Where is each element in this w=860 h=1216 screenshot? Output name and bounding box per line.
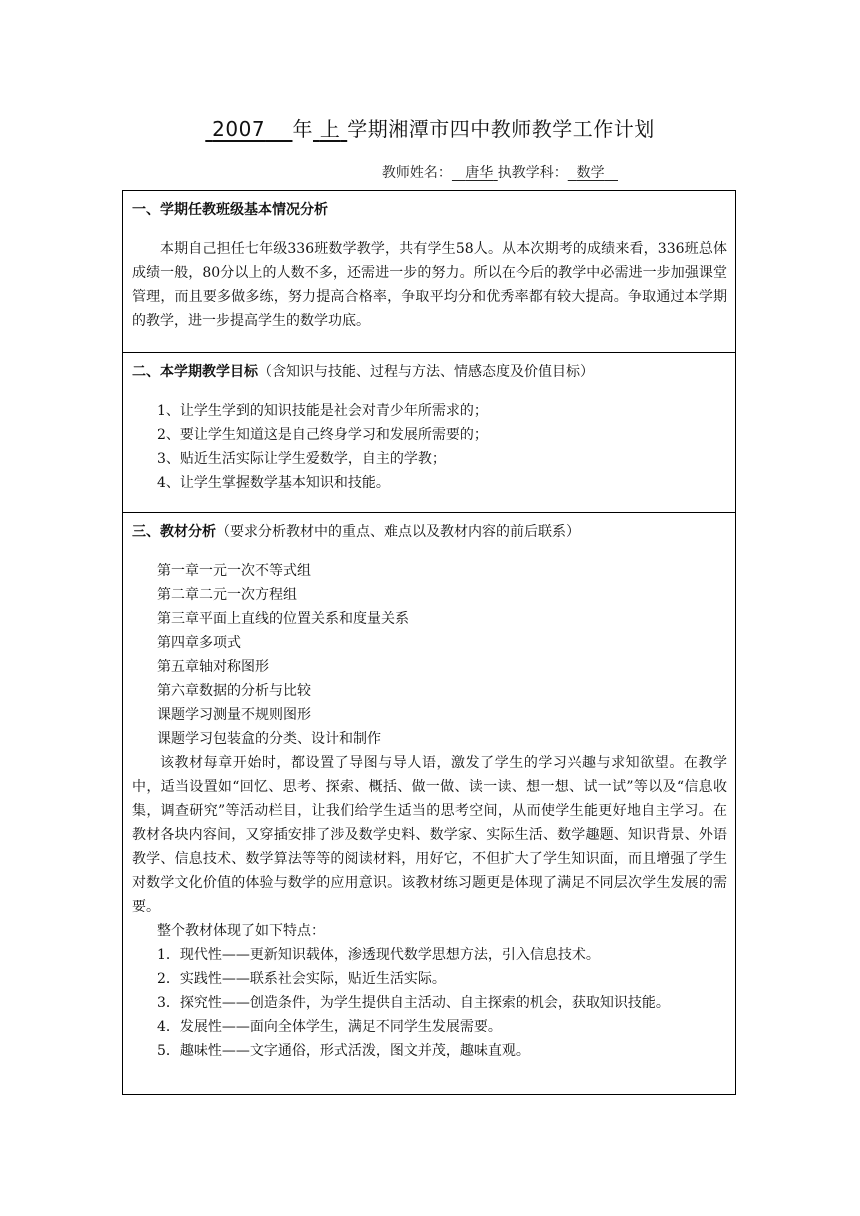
chapter-item: 第三章平面上直线的位置关系和度量关系 [157, 611, 409, 627]
features-intro: 整个教材体现了如下特点： [157, 923, 325, 939]
section-heading: 一、学期任教班级基本情况分析 [132, 202, 328, 218]
chapter-item: 第二章二元一次方程组 [157, 587, 297, 603]
subject-name: 数学 [576, 165, 605, 181]
chapter-item: 课题学习测量不规则图形 [157, 707, 311, 723]
title-term: 上 [319, 117, 341, 141]
goal-item: 1、让学生学到的知识技能是社会对青少年所需求的； [157, 403, 488, 419]
teacher-name-label: 教师姓名： [381, 165, 452, 181]
goal-item: 3、贴近生活实际让学生爱数学，自主的学教； [157, 451, 446, 467]
chapter-item: 第六章数据的分析与比较 [157, 683, 311, 699]
teacher-name: 唐华 [465, 165, 494, 181]
feature-item: 4．发展性——面向全体学生，满足不同学生发展需要。 [157, 1019, 502, 1035]
goal-item: 2、要让学生知道这是自己终身学习和发展所需要的； [157, 427, 488, 443]
class-analysis-text: 本期自己担任七年级336班数学教学，共有学生58人。从本次期考的成绩来看，336班总体成绩一般，80分以上的人数不多，还需进一步的努力。所以在今后的教学中必需进一步加强课堂管理，而且要多做多练，努力提高合格率，争取平均分和优秀率都有较大提高。争取通过本学期的教学，进一步提高学生的数学功底。 [132, 241, 727, 329]
title-rest: 学期湘潭市四中教师教学工作计划 [347, 117, 655, 141]
section-heading-note: （要求分析教材中的重点、难点以及教材内容的前后联系） [216, 524, 580, 540]
section-heading-note: （含知识与技能、过程与方法、情感态度及价值目标） [258, 364, 594, 380]
goal-item: 4、让学生掌握数学基本知识和技能。 [157, 475, 390, 491]
title-year-unit: 年 [292, 117, 313, 141]
section-textbook-analysis [122, 512, 736, 1095]
feature-item: 5．趣味性——文字通俗，形式活泼，图文并茂，趣味直观。 [157, 1043, 530, 1059]
textbook-analysis-text: 该教材每章开始时，都设置了导图与导人语，激发了学生的学习兴趣与求知欲望。在教学中，适当设置如“回忆、思考、探索、概括、做一做、读一读、想一想、试一试”等以及“信息收集，调查研究”等活动栏目，让我们给学生适当的思考空间，从而使学生能更好地自主学习。在教材各块内容间，又穿插安排了涉及数学史料、数学家、实际生活、数学趣题、知识背景、外语教学、信息技术、数学算法等等的阅读材料，用好它，不但扩大了学生知识面，而且增强了学生对数学文化价值的体验与数学的应用意识。该教材练习题更是体现了满足不同层次学生发展的需要。 [132, 755, 727, 915]
page-title [0, 113, 860, 142]
chapter-item: 第五章轴对称图形 [157, 659, 269, 675]
section-teaching-goals [122, 352, 736, 513]
teacher-info [0, 162, 618, 182]
chapter-item: 第一章一元一次不等式组 [157, 563, 311, 579]
feature-item: 2．实践性——联系社会实际，贴近生活实际。 [157, 971, 446, 987]
section-heading: 三、教材分析（要求分析教材中的重点、难点以及教材内容的前后联系） [132, 524, 580, 540]
title-year: 2007 [212, 117, 266, 141]
chapter-item: 第四章多项式 [157, 635, 241, 651]
feature-item: 3．探究性——创造条件，为学生提供自主活动、自主探索的机会，获取知识技能。 [157, 995, 670, 1011]
feature-item: 1．现代性——更新知识载体，渗透现代数学思想方法，引入信息技术。 [157, 947, 600, 963]
section-class-analysis [122, 190, 736, 353]
section-heading: 二、本学期教学目标（含知识与技能、过程与方法、情感态度及价值目标） [132, 364, 594, 380]
chapter-item: 课题学习包装盒的分类、设计和制作 [157, 731, 381, 747]
subject-label: 执教学科： [497, 165, 568, 181]
